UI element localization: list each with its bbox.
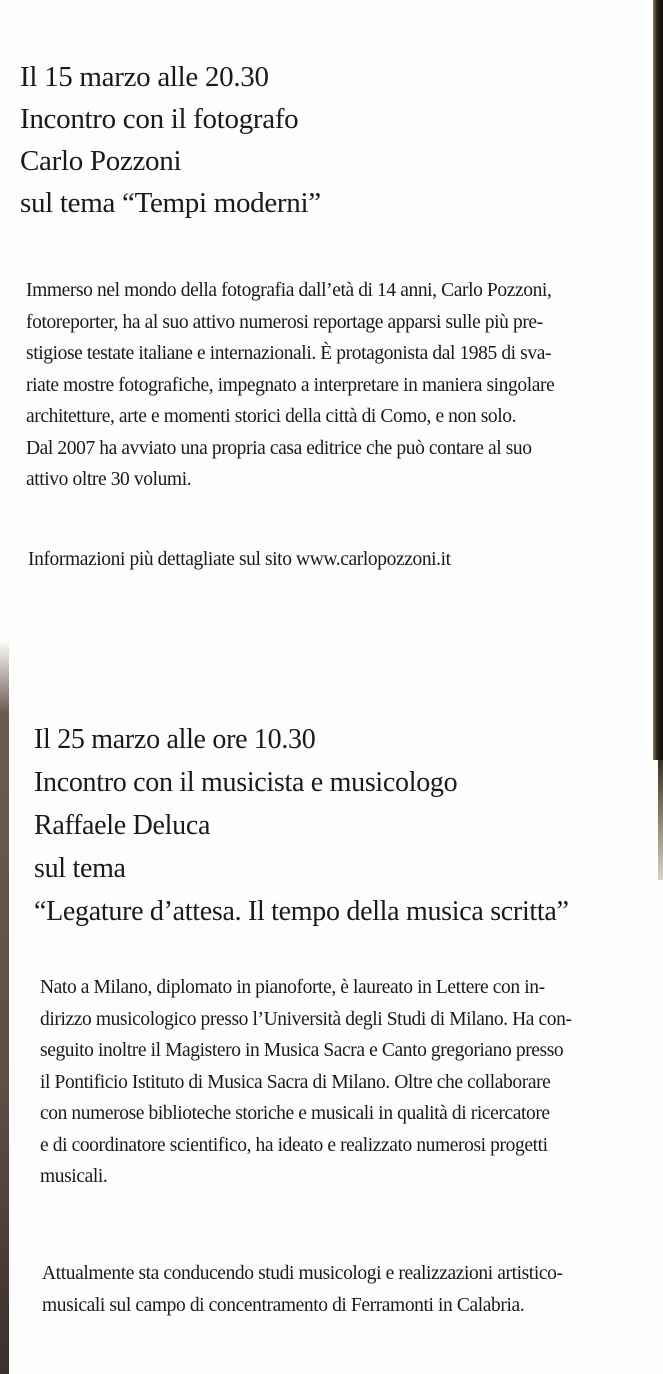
event2-theme-label: sul tema xyxy=(34,853,126,884)
event1-info-text: Informazioni più dettagliate sul sito www.carlopozzoni.it xyxy=(28,549,451,570)
event2-speaker: Raffaele Deluca xyxy=(34,810,211,841)
event2-bio-line: e di coordinatore scientifico, ha ideato e realizzato numerosi progetti xyxy=(40,1134,548,1156)
event1-bio-line: architetture, arte e momenti storici della città di Como, e non solo. xyxy=(26,406,517,427)
event1-speaker: Carlo Pozzoni xyxy=(20,145,182,177)
event2-bio-line: Nato a Milano, diplomato in pianoforte, è laureato in Lettere con in- xyxy=(40,977,545,998)
event1-title: Incontro con il fotografo xyxy=(20,103,299,135)
event2-bio-line: seguito inoltre il Magistero in Musica Sacra e Canto gregoriano presso xyxy=(40,1040,564,1061)
event2-title: Incontro con il musicista e musicologo xyxy=(34,767,458,798)
event2-bio-line: il Pontificio Istituto di Musica Sacra di Milano. Oltre che collaborare xyxy=(40,1071,551,1093)
event2-bio-line: musicali. xyxy=(40,1166,108,1187)
event1-bio-line: Dal 2007 ha avviato una propria casa editrice che può contare al suo xyxy=(26,437,532,459)
event2-current-line: Attualmente sta conducendo studi musicologi e realizzazioni artistico- xyxy=(42,1263,563,1284)
event2-current xyxy=(42,1258,563,1321)
event2-heading xyxy=(34,718,569,933)
page-edge-shadow-right xyxy=(653,0,663,760)
event1-date: Il 15 marzo alle 20.30 xyxy=(20,61,269,93)
event2-bio-line: dirizzo musicologico presso l’Università degli Studi di Milano. Ha con- xyxy=(40,1008,572,1030)
event2-bio-line: con numerose biblioteche storiche e musicali in qualità di ricercatore xyxy=(40,1103,550,1124)
event1-bio-line: stigiose testate italiane e internazionali. È protagonista dal 1985 di sva- xyxy=(26,343,552,364)
page-edge-shadow-right-lower xyxy=(658,760,663,880)
event1-bio-line: fotoreporter, ha al suo attivo numerosi reportage apparsi sulle più pre- xyxy=(26,311,543,333)
page-edge-shadow-left xyxy=(0,640,9,1374)
event2-date: Il 25 marzo alle ore 10.30 xyxy=(34,724,316,755)
event1-bio xyxy=(26,275,554,496)
event1-heading xyxy=(20,56,321,224)
event2-theme: “Legature d’attesa. Il tempo della musica scritta” xyxy=(34,896,569,927)
event2-current-line: musicali sul campo di concentramento di Ferramonti in Calabria. xyxy=(42,1294,525,1316)
event1-info xyxy=(28,544,451,576)
event1-bio-line: attivo oltre 30 volumi. xyxy=(26,469,192,490)
event1-bio-line: Immerso nel mondo della fotografia dall’età di 14 anni, Carlo Pozzoni, xyxy=(26,280,552,301)
event1-theme: sul tema “Tempi moderni” xyxy=(20,187,321,219)
event1-bio-line: riate mostre fotografiche, impegnato a interpretare in maniera singolare xyxy=(26,374,555,396)
event2-bio xyxy=(40,972,572,1193)
